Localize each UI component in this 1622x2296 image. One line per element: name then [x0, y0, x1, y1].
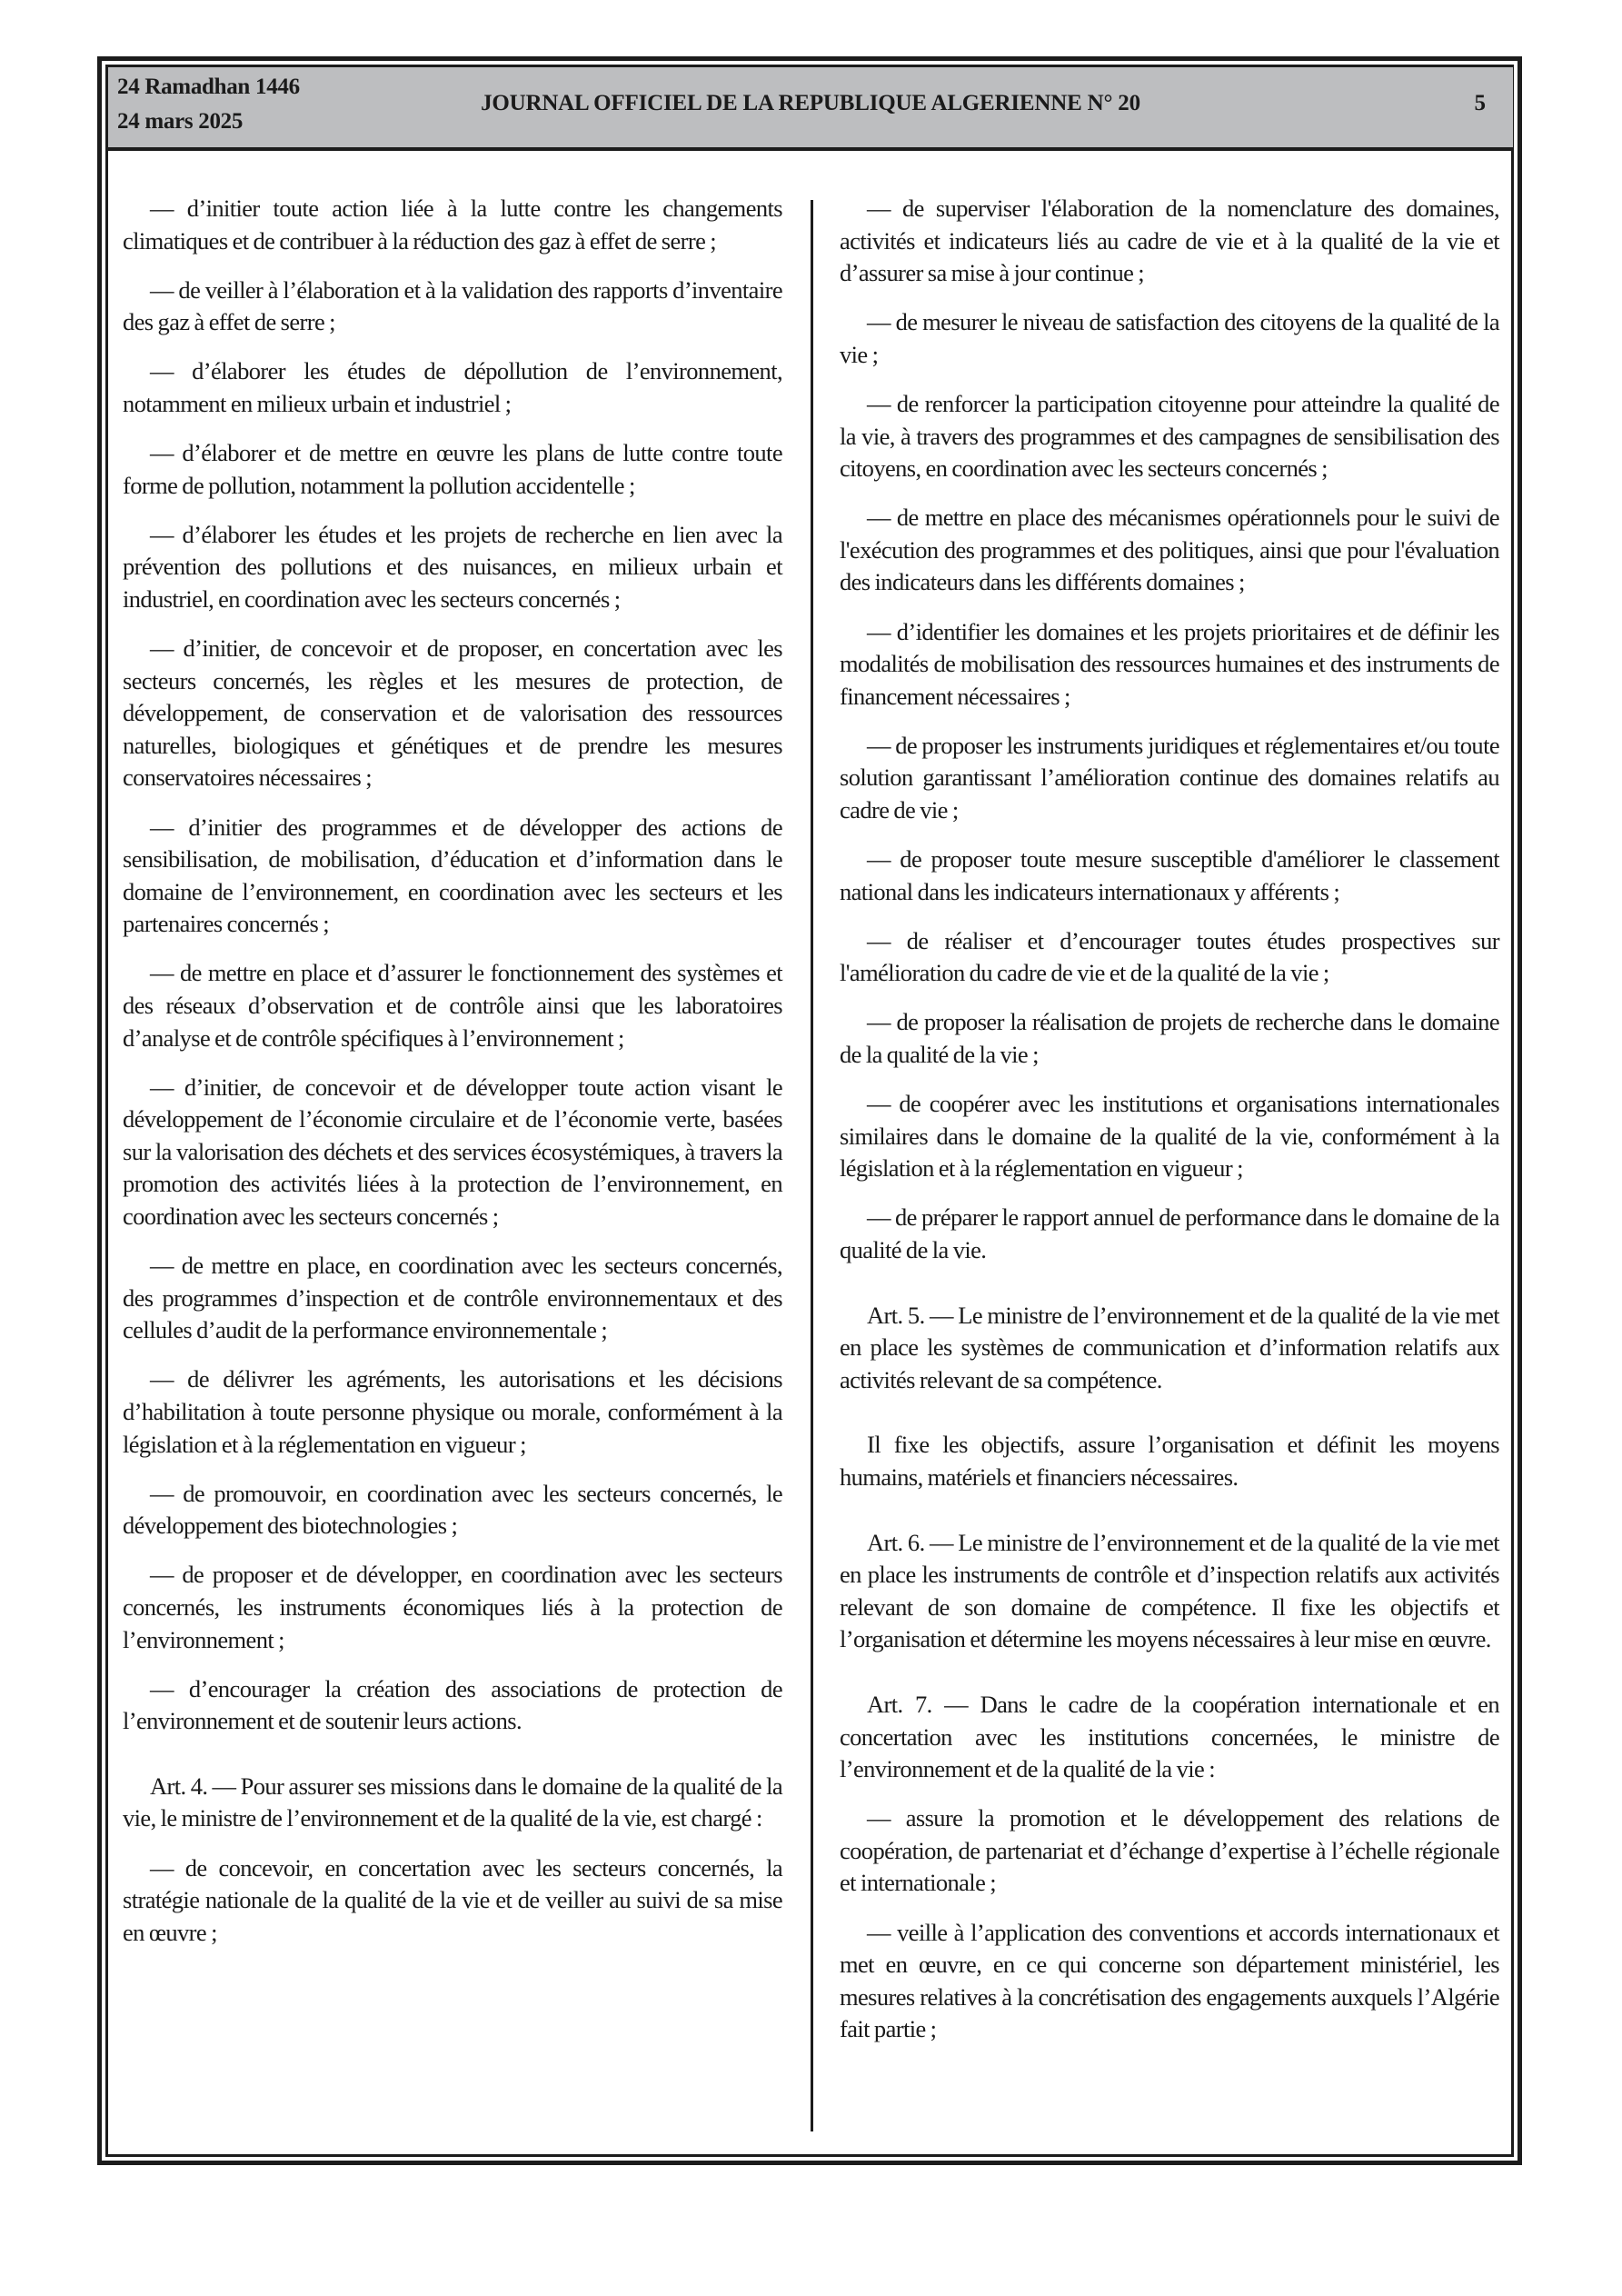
- paragraph: — de proposer et de développer, en coordination avec les secteurs concernés, les instruments économiques liés à la protection de l’environnement ;: [123, 1561, 782, 1653]
- journal-header: [108, 67, 1513, 151]
- left-column: [123, 193, 782, 1966]
- paragraph: — d’encourager la création des associations de protection de l’environnement et de soutenir leurs actions.: [123, 1674, 782, 1735]
- paragraph: — de mesurer le niveau de satisfaction des citoyens de la qualité de la vie ;: [840, 308, 1499, 368]
- paragraph: — d’initier des programmes et de développer des actions de sensibilisation, de mobilisation, d’éducation et d’information dans le domaine de l’environnement, en coordination avec les secteurs et les partenaires concernés ;: [123, 813, 782, 938]
- paragraph: — veille à l’application des conventions et accords internationaux et met en œuvre, en ce qui concerne son département ministériel, les mesures relatives à la concrétisation des engagements auxquels l’Algérie fait partie ;: [840, 1918, 1499, 2043]
- paragraph: — de mettre en place des mécanismes opérationnels pour le suivi de l'exécution des programmes et des politiques, ainsi que pour l'évaluation des indicateurs dans les différents domaines ;: [840, 504, 1499, 596]
- right-column: [840, 193, 1499, 2062]
- article-4-heading: Art. 4. — Pour assurer ses missions dans le domaine de la qualité de la vie, le ministre de l’environnement et de la qualité de la vie, est chargé :: [123, 1772, 782, 1832]
- paragraph: — de réaliser et d’encourager toutes études prospectives sur l'amélioration du cadre de vie et de la qualité de la vie ;: [840, 926, 1499, 987]
- paragraph: — de superviser l'élaboration de la nomenclature des domaines, activités et indicateurs liés au cadre de vie et à la qualité de la vie et d’assurer sa mise à jour continue ;: [840, 195, 1499, 287]
- paragraph: — de délivrer les agréments, les autorisations et les décisions d’habilitation à toute personne physique ou morale, conformément à la législation et à la réglementation en vigueur ;: [123, 1365, 782, 1458]
- article-7-heading: Art. 7. — Dans le cadre de la coopération internationale et en concertation avec les institutions concernées, le ministre de l’environnement et de la qualité de la vie :: [840, 1690, 1499, 1783]
- page-number: 5: [1474, 91, 1486, 115]
- paragraph: — de mettre en place et d’assurer le fonctionnement des systèmes et des réseaux d’observation et de contrôle ainsi que les laboratoires d’analyse et de contrôle spécifiques à l’environnement ;: [123, 959, 782, 1052]
- paragraph: — de renforcer la participation citoyenne pour atteindre la qualité de la vie, à travers des programmes et des campagnes de sensibilisation des citoyens, en coordination avec les secteurs concernés ;: [840, 389, 1499, 483]
- paragraph: — d’élaborer et de mettre en œuvre les plans de lutte contre toute forme de pollution, notamment la pollution accidentelle ;: [123, 439, 782, 499]
- paragraph: — assure la promotion et le développement des relations de coopération, de partenariat et d’échange d’expertise à l’échelle régionale et internationale ;: [840, 1804, 1499, 1897]
- journal-title: JOURNAL OFFICIEL DE LA REPUBLIQUE ALGERIENNE N° 20: [481, 91, 1140, 115]
- paragraph: — d’élaborer les études de dépollution de l’environnement, notamment en milieux urbain et industriel ;: [123, 357, 782, 417]
- paragraph: — d’initier, de concevoir et de développer toute action visant le développement de l’économie circulaire et de l’économie verte, basées sur la valorisation des déchets et des services écosystémiques, à travers la promotion des activités liées à la protection de l’environnement, en coordination avec les secteurs concernés ;: [123, 1073, 782, 1231]
- paragraph: — d’initier toute action liée à la lutte contre les changements climatiques et de contribuer à la réduction des gaz à effet de serre ;: [123, 195, 782, 255]
- paragraph: — de proposer les instruments juridiques et réglementaires et/ou toute solution garantissant l’amélioration continue des domaines relatifs au cadre de vie ;: [840, 731, 1499, 824]
- article-6-heading: Art. 6. — Le ministre de l’environnement et de la qualité de la vie met en place les instruments de contrôle et d’inspection relatifs aux activités relevant de son domaine de compétence. Il fixe les objectifs et l’organisation et détermine les moyens nécessaires à leur mise en œuvre.: [840, 1528, 1499, 1653]
- paragraph: — d’élaborer les études et les projets de recherche en lien avec la prévention des pollutions et des nuisances, en milieux urbain et industriel, en coordination avec les secteurs concernés ;: [123, 520, 782, 613]
- paragraph: — de coopérer avec les institutions et organisations internationales similaires dans le domaine de la qualité de la vie, conformément à la législation et à la réglementation en vigueur ;: [840, 1090, 1499, 1183]
- paragraph: — de promouvoir, en coordination avec les secteurs concernés, le développement des biotechnologies ;: [123, 1479, 782, 1540]
- paragraph: — de mettre en place, en coordination avec les secteurs concernés, des programmes d’inspection et de contrôle environnementaux et des cellules d’audit de la performance environnementale ;: [123, 1252, 782, 1344]
- paragraph: — de concevoir, en concertation avec les secteurs concernés, la stratégie nationale de la qualité de la vie et de veiller au suivi de sa mise en œuvre ;: [123, 1853, 782, 1946]
- paragraph: — d’initier, de concevoir et de proposer, en concertation avec les secteurs concernés, les règles et les mesures de protection, de développement, de conservation et de valorisation des ressources naturelles, biologiques et génétiques et de prendre les mesures conservatoires nécessaires ;: [123, 634, 782, 792]
- paragraph: — d’identifier les domaines et les projets prioritaires et de définir les modalités de mobilisation des ressources humaines et des instruments de financement nécessaires ;: [840, 617, 1499, 710]
- column-divider: [811, 200, 813, 2131]
- paragraph: Il fixe les objectifs, assure l’organisation et définit les moyens humains, matériels et financiers nécessaires.: [840, 1431, 1499, 1491]
- paragraph: — de veiller à l’élaboration et à la validation des rapports d’inventaire des gaz à effet de serre ;: [123, 275, 782, 336]
- paragraph: — de proposer la réalisation de projets de recherche dans le domaine de la qualité de la vie ;: [840, 1008, 1499, 1069]
- paragraph: — de proposer toute mesure susceptible d'améliorer le classement national dans les indicateurs internationaux y afférents ;: [840, 845, 1499, 905]
- gregorian-date: 24 mars 2025: [117, 109, 244, 134]
- hijri-date: 24 Ramadhan 1446: [117, 75, 300, 99]
- paragraph: — de préparer le rapport annuel de performance dans le domaine de la qualité de la vie.: [840, 1203, 1499, 1264]
- article-5-heading: Art. 5. — Le ministre de l’environnement et de la qualité de la vie met en place les systèmes de communication et d’information relatifs aux activités relevant de sa compétence.: [840, 1301, 1499, 1393]
